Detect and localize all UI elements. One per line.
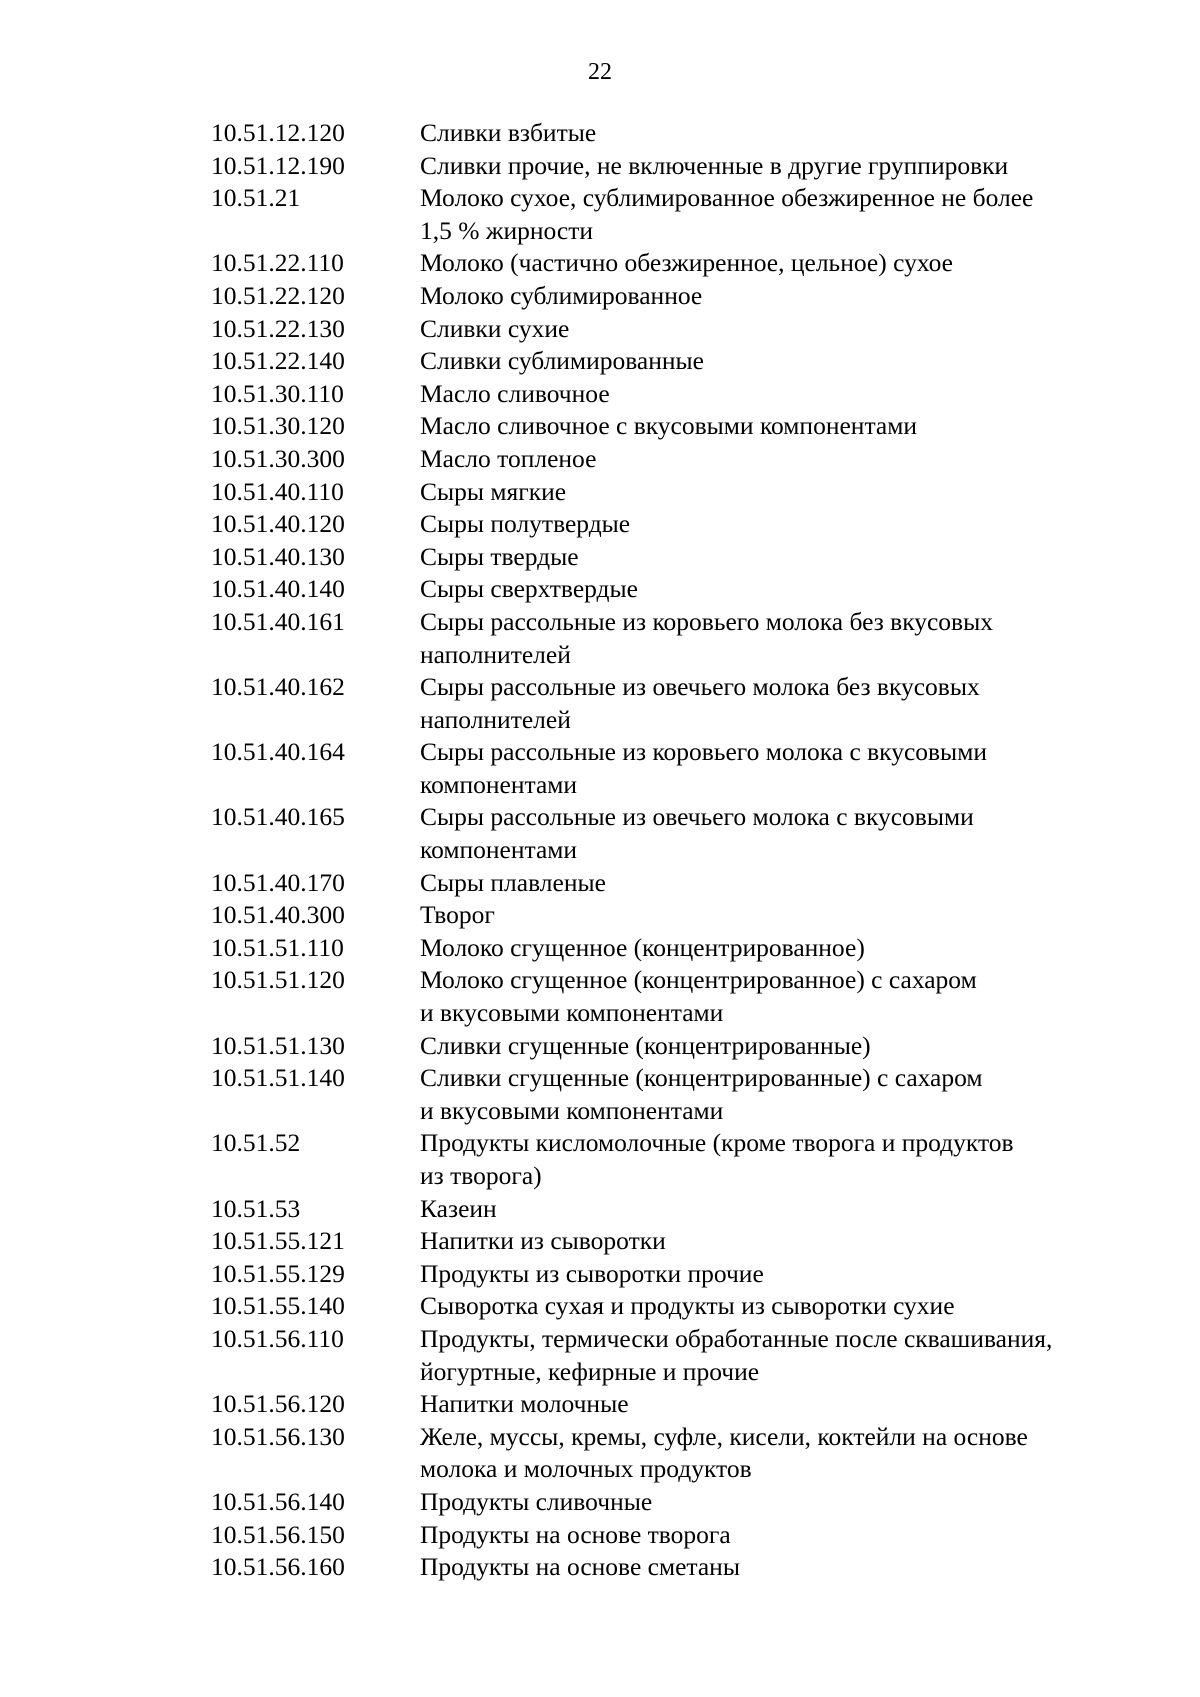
description-line: Сыры плавленые <box>420 867 606 897</box>
description-line: Сыры рассольные из коровьего молока без вкусовых <box>420 606 993 636</box>
product-description <box>420 801 1141 866</box>
description-line: Напитки молочные <box>420 1389 629 1419</box>
product-code: 10.51.40.164 <box>211 737 345 767</box>
list-item <box>211 247 1141 280</box>
product-description <box>420 1030 1141 1063</box>
description-line: наполнителей <box>420 704 571 734</box>
list-item <box>211 150 1141 183</box>
description-line: молока и молочных продуктов <box>420 1454 752 1484</box>
list-item <box>211 476 1141 509</box>
product-description <box>420 508 1141 541</box>
description-line: Напитки из сыворотки <box>420 1226 666 1256</box>
product-description <box>420 345 1141 378</box>
description-line: наполнителей <box>420 639 571 669</box>
list-item <box>211 378 1141 411</box>
product-description <box>420 1193 1141 1226</box>
product-code: 10.51.56.140 <box>211 1486 345 1516</box>
product-code: 10.51.55.140 <box>211 1291 345 1321</box>
description-line: и вкусовыми компонентами <box>420 1095 724 1125</box>
page-number: 22 <box>588 59 612 85</box>
product-code: 10.51.56.160 <box>211 1552 345 1582</box>
description-line: Сыры мягкие <box>420 476 567 506</box>
product-description <box>420 573 1141 606</box>
product-description <box>420 280 1141 313</box>
product-code: 10.51.12.120 <box>211 118 345 147</box>
description-line: Масло сливочное с вкусовыми компонентами <box>420 411 918 441</box>
product-code: 10.51.40.140 <box>211 574 345 604</box>
product-code: 10.51.22.110 <box>211 248 344 278</box>
description-line: Сыры сверхтвердые <box>420 574 638 604</box>
description-line: йогуртные, кефирные и прочие <box>420 1356 760 1386</box>
product-description <box>420 150 1141 183</box>
product-code: 10.51.51.130 <box>211 1030 345 1060</box>
product-code: 10.51.55.129 <box>211 1258 345 1288</box>
product-description <box>420 606 1141 671</box>
description-line: Сливки прочие, не включенные в другие группировки <box>420 150 1009 180</box>
product-description <box>420 247 1141 280</box>
list-item <box>211 964 1141 1029</box>
list-item <box>211 1225 1141 1258</box>
product-description <box>420 1388 1141 1421</box>
product-description <box>420 1551 1141 1584</box>
description-line: Сливки сублимированные <box>420 346 704 376</box>
product-description <box>420 1486 1141 1519</box>
description-line: Продукты на основе сметаны <box>420 1552 740 1582</box>
list-item <box>211 1030 1141 1063</box>
list-item <box>211 1193 1141 1226</box>
list-item <box>211 280 1141 313</box>
product-description <box>420 867 1141 900</box>
product-description <box>420 932 1141 965</box>
description-line: 1,5 % жирности <box>420 215 594 245</box>
list-item <box>211 1421 1141 1486</box>
product-code: 10.51.56.110 <box>211 1323 344 1353</box>
product-code: 10.51.40.170 <box>211 867 345 897</box>
description-line: Продукты сливочные <box>420 1486 653 1516</box>
list-item <box>211 541 1141 574</box>
list-item <box>211 736 1141 801</box>
product-description <box>420 736 1141 801</box>
description-line: Продукты на основе творога <box>420 1519 731 1549</box>
list-item <box>211 1323 1141 1388</box>
product-description <box>420 1519 1141 1552</box>
list-item <box>211 410 1141 443</box>
product-description <box>420 378 1141 411</box>
list-item <box>211 1127 1141 1192</box>
product-code: 10.51.30.110 <box>211 378 344 408</box>
list-item <box>211 899 1141 932</box>
description-line: Сливки взбитые <box>420 118 597 147</box>
description-line: Молоко сгущенное (концентрированное) <box>420 932 865 962</box>
description-line: и вкусовыми компонентами <box>420 998 724 1028</box>
product-code: 10.51.55.121 <box>211 1226 345 1256</box>
product-code: 10.51.51.110 <box>211 932 344 962</box>
description-line: Сыры полутвердые <box>420 509 631 539</box>
product-code: 10.51.56.120 <box>211 1389 345 1419</box>
list-item <box>211 671 1141 736</box>
description-line: Сыворотка сухая и продукты из сыворотки сухие <box>420 1291 955 1321</box>
list-item <box>211 801 1141 866</box>
list-item <box>211 508 1141 541</box>
product-description <box>420 1290 1141 1323</box>
description-line: Сыры рассольные из овечьего молока с вкусовыми <box>420 802 974 832</box>
description-line: Творог <box>420 900 495 930</box>
description-line: Продукты из сыворотки прочие <box>420 1258 764 1288</box>
product-description <box>420 117 1141 150</box>
product-description <box>420 1421 1141 1486</box>
list-item <box>211 932 1141 965</box>
product-description <box>420 313 1141 346</box>
product-code: 10.51.40.120 <box>211 509 345 539</box>
product-description <box>420 671 1141 736</box>
product-code: 10.51.22.140 <box>211 346 345 376</box>
description-line: компонентами <box>420 769 578 799</box>
product-description <box>420 1127 1141 1192</box>
product-code: 10.51.40.161 <box>211 606 345 636</box>
description-line: из творога) <box>420 1161 542 1190</box>
product-code: 10.51.40.162 <box>211 672 345 702</box>
description-line: Сливки сухие <box>420 313 570 343</box>
product-code: 10.51.30.300 <box>211 443 345 473</box>
product-code: 10.51.51.120 <box>211 965 345 995</box>
list-item <box>211 117 1141 150</box>
product-code: 10.51.12.190 <box>211 150 345 180</box>
description-line: Молоко сгущенное (концентрированное) с сахаром <box>420 965 977 995</box>
list-item <box>211 1062 1141 1127</box>
description-line: Продукты, термически обработанные после сквашивания, <box>420 1323 1053 1353</box>
product-description <box>420 476 1141 509</box>
product-description <box>420 964 1141 1029</box>
product-code: 10.51.51.140 <box>211 1063 345 1093</box>
description-line: Масло сливочное <box>420 378 610 408</box>
product-description <box>420 1323 1141 1388</box>
description-line: Сливки сгущенные (концентрированные) <box>420 1030 871 1060</box>
description-line: Продукты кисломолочные (кроме творога и продуктов <box>420 1128 1014 1158</box>
product-description <box>420 1062 1141 1127</box>
product-description <box>420 899 1141 932</box>
product-description <box>420 182 1141 247</box>
product-code: 10.51.22.120 <box>211 280 345 310</box>
list-item <box>211 345 1141 378</box>
product-code: 10.51.40.165 <box>211 802 345 832</box>
product-description <box>420 443 1141 476</box>
list-item <box>211 1290 1141 1323</box>
product-code: 10.51.30.120 <box>211 411 345 441</box>
list-item <box>211 573 1141 606</box>
product-code: 10.51.56.130 <box>211 1421 345 1451</box>
list-item <box>211 1519 1141 1552</box>
list-item <box>211 606 1141 671</box>
product-code: 10.51.53 <box>211 1193 301 1223</box>
product-description <box>420 1225 1141 1258</box>
description-line: Сыры рассольные из коровьего молока с вкусовыми <box>420 737 987 767</box>
product-code: 10.51.21 <box>211 183 301 213</box>
list-item <box>211 1486 1141 1519</box>
list-item <box>211 182 1141 247</box>
description-line: компонентами <box>420 835 578 865</box>
list-item <box>211 1258 1141 1291</box>
product-code: 10.51.52 <box>211 1128 301 1158</box>
product-code: 10.51.56.150 <box>211 1519 345 1549</box>
description-line: Сыры рассольные из овечьего молока без вкусовых <box>420 672 980 702</box>
description-line: Масло топленое <box>420 443 597 473</box>
list-item <box>211 443 1141 476</box>
list-item <box>211 1388 1141 1421</box>
description-line: Желе, муссы, кремы, суфле, кисели, коктейли на основе <box>420 1421 1028 1451</box>
product-code: 10.51.40.300 <box>211 900 345 930</box>
description-line: Молоко сублимированное <box>420 280 703 310</box>
product-code-list <box>211 117 1141 1584</box>
description-line: Сливки сгущенные (концентрированные) с сахаром <box>420 1063 983 1093</box>
list-item <box>211 1551 1141 1584</box>
product-code: 10.51.40.110 <box>211 476 344 506</box>
description-line: Молоко (частично обезжиренное, цельное) сухое <box>420 248 953 278</box>
product-description <box>420 410 1141 443</box>
description-line: Сыры твердые <box>420 541 579 571</box>
list-item <box>211 313 1141 346</box>
description-line: Казеин <box>420 1193 497 1223</box>
description-line: Молоко сухое, сублимированное обезжиренное не более <box>420 183 1034 213</box>
product-description <box>420 541 1141 574</box>
product-code: 10.51.22.130 <box>211 313 345 343</box>
list-item <box>211 867 1141 900</box>
product-description <box>420 1258 1141 1291</box>
product-code: 10.51.40.130 <box>211 541 345 571</box>
